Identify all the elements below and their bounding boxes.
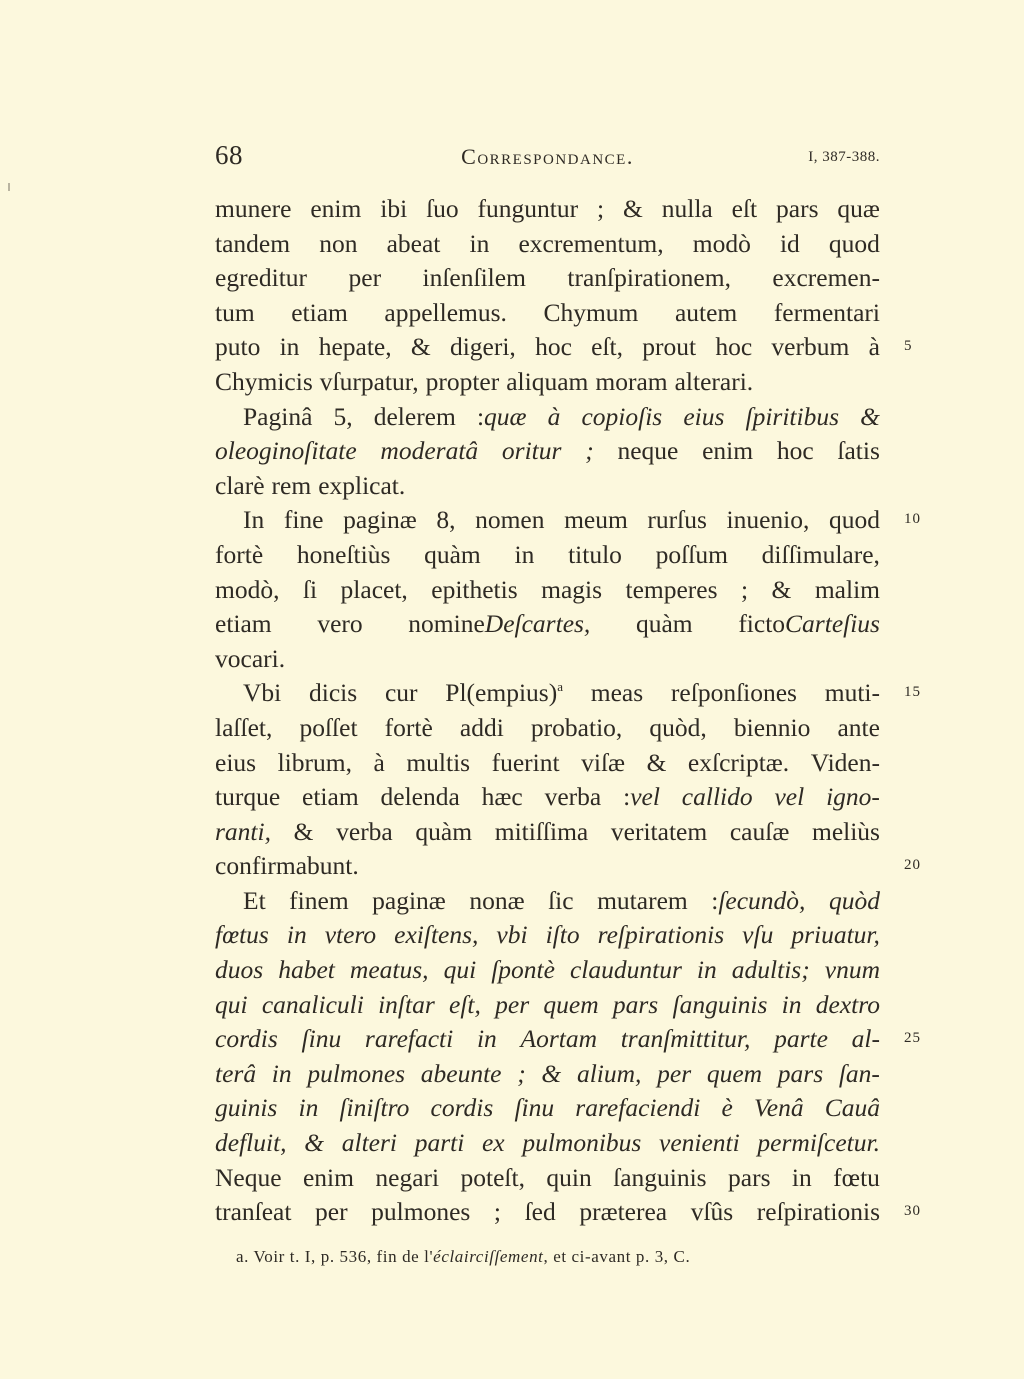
word: pars [776,194,819,223]
word: canaliculi [261,989,364,1019]
word: laſſet, [215,712,273,742]
word: ſanguinis [672,989,768,1019]
word: in [286,920,307,950]
word: ; [517,1058,526,1088]
word: Viden- [810,747,880,777]
word: & [771,574,792,604]
word: prout [642,332,697,362]
word: qui [215,989,248,1019]
word: rarefaciendi [575,1093,701,1123]
word: ſic [548,885,574,915]
word: fœtu [833,1162,880,1192]
word: :ſecundò, [711,885,806,915]
text-line [215,469,880,504]
word: temperes [625,574,718,604]
word: igno- [826,782,880,812]
word: quem [543,989,599,1019]
word: iſto [545,920,580,950]
word: eius [215,747,257,777]
word: pulmones [307,1058,406,1088]
word: malim [814,574,880,604]
margin-line-number: 5 [904,338,913,355]
word: al- [851,1024,880,1054]
margin-line-number: 15 [904,684,921,701]
word: librum, [277,747,352,777]
word: ibi [380,194,408,223]
page-number: 68 [215,140,243,170]
word: hoc [535,332,572,362]
text-line [215,1057,880,1092]
word: ſiniſtro [339,1093,410,1123]
word: finem [289,885,349,915]
word: hoc [715,332,753,362]
word: eſt [731,194,758,223]
word: venienti [659,1128,740,1158]
word: propter [425,366,500,396]
word: habet [278,955,335,985]
text-line [215,849,880,884]
word: Aortam [520,1024,597,1054]
word: hoc [776,436,814,466]
text-line [215,780,880,815]
word: tranſeat [215,1197,292,1227]
word: ; [740,574,749,604]
word: Chymum [543,297,639,327]
word: confirmabunt. [215,851,359,881]
word: pars [777,1058,824,1088]
word: munere [215,194,292,223]
word: adultis; [731,955,810,985]
word: viſæ [581,747,626,777]
word: reſpirationis [597,920,725,950]
word: clarè [215,470,265,500]
word: enim [702,436,754,466]
word: vel [774,782,805,812]
word: paginæ [343,505,417,535]
text-line [215,365,880,400]
word: fictoCarteſius [738,609,880,639]
word: guinis [215,1093,278,1123]
word: mutarem [597,885,688,915]
word: oleoginoſitate [215,436,357,466]
word: muti- [824,678,880,708]
word: alterari. [674,366,754,396]
word: excremen- [772,263,880,293]
word: cauſæ [729,816,790,846]
word: per [348,263,382,293]
word: Vbi [243,678,282,708]
word: fuerint [491,747,560,777]
word: pars [728,1162,771,1192]
word: vtero [324,920,377,950]
footnote [236,1247,690,1267]
word: quàm [415,816,473,846]
word: Neque [215,1162,282,1192]
word: ſecundò, [718,885,806,915]
word: dicis [309,678,358,708]
word: quod [828,505,880,535]
word: clauduntur [569,955,682,985]
word: epithetis [431,574,518,604]
text-line [215,676,880,711]
word: fine [283,505,324,535]
word: rem [271,470,312,500]
word: cordis [215,1024,278,1054]
word: hæc [481,782,523,812]
word: rurſus [647,505,707,535]
word: moderatâ [380,436,479,466]
text-line [215,573,880,608]
footnote-text-end: , et ci-avant p. 3, C. [543,1247,691,1266]
word: à [373,747,385,777]
word: excrementum, [518,228,664,258]
word: reſponſiones [670,678,797,708]
word: quòd [828,885,880,915]
word: ; [585,436,594,466]
word: magis [541,574,603,604]
word: titulo [568,539,622,569]
folio-reference: I, 387-388. [808,149,880,165]
word: Carteſius [785,609,880,639]
word: modò [692,228,751,258]
word: probatio, [530,712,623,742]
word: 5, [333,401,353,431]
text-line [215,607,880,642]
running-title: Correspondance. [461,144,634,169]
word: in [469,228,490,258]
word: in [791,1162,812,1192]
word: verba [336,816,393,846]
text-line [215,1091,880,1126]
text-line [215,434,880,469]
word: ſpiritibus [745,401,840,431]
word: & [541,1058,562,1088]
word: modò, [215,574,280,604]
text-line [215,815,880,850]
word: abeunte [420,1058,502,1088]
word: honeſtiùs [296,539,391,569]
word: & [623,194,643,223]
footnote-reference: a [557,679,563,695]
word: pulmonibus [522,1128,642,1158]
text-line [215,330,880,365]
word: duos [215,955,264,985]
text-line [215,1195,880,1230]
word: Venâ [754,1093,804,1123]
word: cur [384,678,418,708]
margin-line-number: 20 [904,857,921,874]
word: præterea [579,1197,668,1227]
page-speck [8,183,10,191]
word: diſſimulare, [761,539,880,569]
word: multis [406,747,471,777]
word: per [657,1058,692,1088]
word: fortè [215,539,264,569]
word: tranſmittitur, [620,1024,751,1054]
text-line [215,1022,880,1057]
word: poſſet [299,712,358,742]
word: è [721,1093,733,1123]
word: permiſcetur. [757,1128,880,1158]
word: tranſpirationem, [567,263,731,293]
word: Et [243,885,266,915]
text-line [215,884,880,919]
word: delerem [373,401,456,431]
word: funguntur [477,194,579,223]
word: parti [414,1128,465,1158]
word: quem [706,1058,763,1088]
word: :vel [623,782,660,812]
word: dextro [815,989,880,1019]
word: ; [493,1197,502,1227]
text-line [215,746,880,781]
word: quòd, [649,712,707,742]
text-line [215,988,880,1023]
word: etiam [302,782,359,812]
word: hepate, [318,332,392,362]
word: paginæ [372,885,446,915]
word: aliquam [506,366,589,396]
word: delenda [380,782,460,812]
word: per [495,989,530,1019]
word: ſed [524,1197,556,1227]
word: ranti, [215,816,271,846]
text-line [215,642,880,677]
word: quàm [635,609,693,639]
word: negari [375,1162,440,1192]
word: eſt, [449,989,481,1019]
word: terâ [215,1058,257,1088]
word: ſatis [837,436,880,466]
word: etiam [291,297,348,327]
word: nonæ [469,885,525,915]
text-line [215,296,880,331]
word: abeat [386,228,441,258]
word: defluit, [215,1128,287,1158]
word: addi [459,712,504,742]
word: oritur [501,436,562,466]
word: enim [310,194,362,223]
word: quàm [424,539,481,569]
word: neque [617,436,679,466]
word: Deſcartes, [484,609,591,639]
text-line [215,953,880,988]
footnote-marker: a. [236,1247,249,1266]
word: biennio [733,712,811,742]
word: veritatem [610,816,708,846]
word: pars [612,989,659,1019]
text-line [215,538,880,573]
word: mitiſſima [494,816,589,846]
word: priuatur, [791,920,880,950]
word: eſt, [591,332,624,362]
word: appellemus. [384,297,507,327]
word: in [696,955,717,985]
word: nulla [661,194,713,223]
word: ſanguinis [613,1162,707,1192]
word: alteri [341,1128,398,1158]
word: vel [630,782,660,812]
text-line [215,918,880,953]
word: turque [215,782,281,812]
word: à [868,332,880,362]
word: etiam [215,609,272,639]
word: Paginâ [243,401,313,431]
text-line [215,227,880,262]
word: meas [590,678,644,708]
word: moram [595,366,668,396]
word: placet, [340,574,408,604]
word: enim [302,1162,354,1192]
word: rarefacti [364,1024,454,1054]
word: vnum [824,955,880,985]
word: reſpirationis [756,1197,880,1227]
word: exiſtens, [394,920,479,950]
word: In [243,505,265,535]
text-line [215,1126,880,1161]
body-text [215,192,880,1230]
text-line [215,261,880,296]
word: callido [681,782,753,812]
word: verba [544,782,602,812]
word: pulmones [371,1197,471,1227]
footnote-italic: éclairciſſement [433,1247,544,1266]
word: parte [774,1024,828,1054]
word: vſûs [690,1197,734,1227]
word: in [514,539,535,569]
word: in [279,332,300,362]
word: autem [674,297,738,327]
word: inſenſilem [422,263,526,293]
text-line [215,1161,880,1196]
word: inſtar [378,989,435,1019]
word: cordis [430,1093,494,1123]
word: :quæ [476,401,527,431]
word: Pl(empius)$^a$ [445,678,563,708]
word: quin [546,1162,592,1192]
word: poſſum [655,539,728,569]
text-line [215,192,880,227]
word: 8, [436,505,456,535]
word: quæ [837,194,880,223]
word: vero [317,609,363,639]
word: egreditur [215,263,308,293]
word: ſinu [301,1024,342,1054]
word: explicat. [318,470,406,500]
word: id [779,228,800,258]
word: ſuo [426,194,459,223]
word: vbi [496,920,528,950]
word: nomineDeſcartes, [408,609,591,639]
margin-line-number: 10 [904,511,921,528]
word: quæ [484,401,527,431]
word: meatus, [349,955,429,985]
word: in [271,1058,292,1088]
word: fermentari [773,297,880,327]
word: fortè [384,712,433,742]
word: Cauâ [824,1093,880,1123]
word: & [410,332,431,362]
page-header [215,140,880,180]
word: poteſt, [460,1162,525,1192]
word: meum [564,505,628,535]
word: in [298,1093,319,1123]
word: & [304,1128,325,1158]
word: non [319,228,358,258]
margin-line-number: 30 [904,1203,921,1220]
word: digeri, [449,332,516,362]
word: meliùs [811,816,880,846]
word: fœtus [215,920,269,950]
word: ex [481,1128,505,1158]
word: ſinu [514,1093,555,1123]
word: vſu [742,920,774,950]
word: eius [683,401,725,431]
word: nomen [475,505,545,535]
word: & [293,816,314,846]
word: qui [443,955,477,985]
word: alium, [576,1058,642,1088]
word: ſan- [838,1058,880,1088]
word: puto [215,332,261,362]
word: tandem [215,228,291,258]
word: ſi [302,574,318,604]
word: tum [215,297,255,327]
word: inuenio, [726,505,810,535]
word: ; [597,194,605,223]
word: vocari. [215,643,286,673]
text-line [215,711,880,746]
word: exſcriptæ. [687,747,790,777]
word: & [646,747,667,777]
word: ante [837,712,880,742]
word: verbum [771,332,850,362]
word: in [781,989,802,1019]
word: in [476,1024,497,1054]
word: à [547,401,561,431]
word: ſpontè [491,955,555,985]
word: & [860,401,880,431]
margin-line-number: 25 [904,1030,921,1047]
text-line [215,503,880,538]
footnote-text: Voir t. I, p. 536, fin de l' [249,1247,434,1266]
word: quod [828,228,880,258]
word: per [315,1197,348,1227]
word: Chymicis [215,366,313,396]
word: copioſis [581,401,663,431]
word: vſurpatur, [319,366,419,396]
text-line [215,400,880,435]
